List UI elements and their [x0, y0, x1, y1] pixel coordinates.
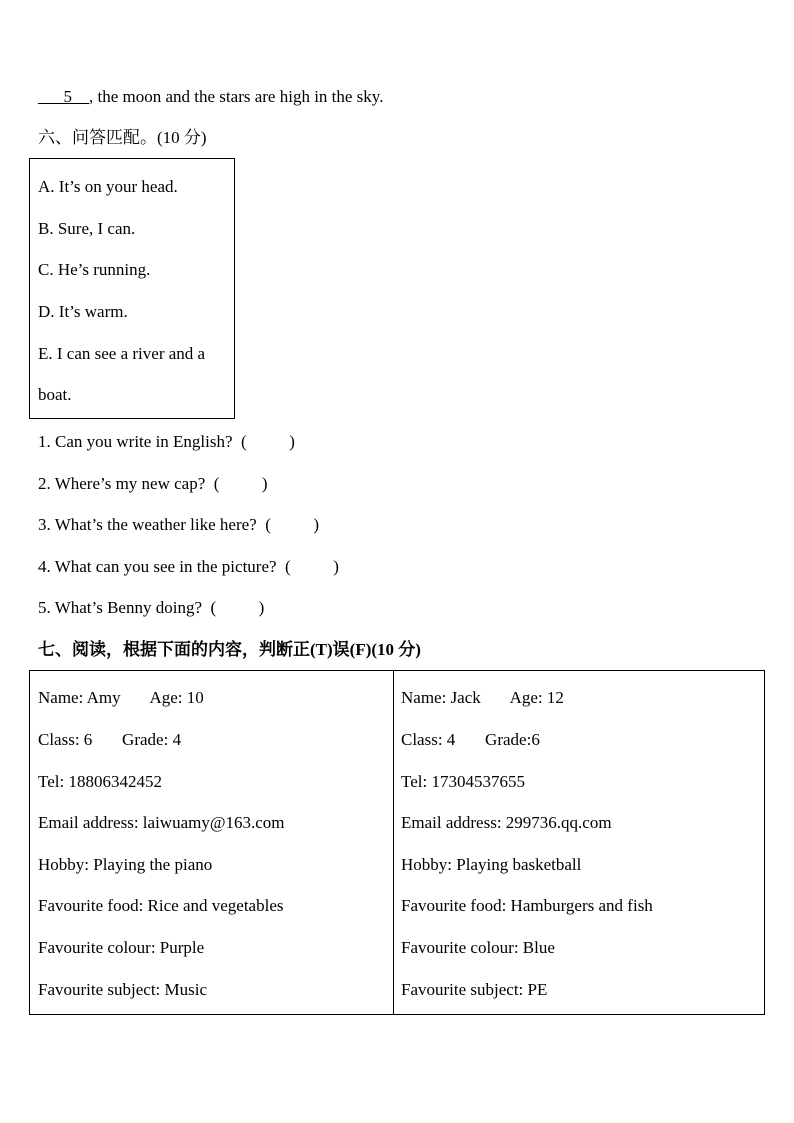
jack-name-age: Name: Jack Age: 12: [401, 688, 564, 707]
option-c: C. He’s running.: [38, 260, 151, 279]
profile-table: [29, 670, 765, 1015]
amy-tel: Tel: 18806342452: [38, 772, 162, 791]
answer-options-box: [29, 158, 235, 419]
amy-name-age: Name: Amy Age: 10: [38, 688, 204, 707]
jack-email: Email address: 299736.qq.com: [401, 813, 612, 832]
blank-suffix: __: [72, 87, 89, 106]
question-4: 4. What can you see in the picture? ( ): [38, 557, 339, 576]
option-b: B. Sure, I can.: [38, 219, 136, 238]
blank-prefix: ___: [38, 87, 64, 106]
amy-class-grade: Class: 6 Grade: 4: [38, 730, 182, 749]
option-d: D. It’s warm.: [38, 302, 128, 321]
fill-blank-sentence: [38, 87, 383, 107]
section6-title: 六、问答匹配。(10 分): [38, 128, 207, 147]
question-3: 3. What’s the weather like here? ( ): [38, 515, 320, 534]
amy-food: Favourite food: Rice and vegetables: [38, 896, 284, 915]
section7-title: 七、阅读，根据下面的内容，判断正(T)误(F)(10 分): [38, 640, 421, 659]
amy-subject: Favourite subject: Music: [38, 980, 208, 999]
table-divider: [393, 671, 394, 1014]
option-e-continued: boat.: [38, 385, 72, 404]
jack-tel: Tel: 17304537655: [401, 772, 525, 791]
jack-food: Favourite food: Hamburgers and fish: [401, 896, 653, 915]
jack-colour: Favourite colour: Blue: [401, 938, 555, 957]
question-5: 5. What’s Benny doing? ( ): [38, 598, 265, 617]
amy-email: Email address: laiwuamy@163.com: [38, 813, 285, 832]
jack-class-grade: Class: 4 Grade:6: [401, 730, 540, 749]
amy-colour: Favourite colour: Purple: [38, 938, 205, 957]
sentence-text: , the moon and the stars are high in the sky.: [89, 87, 384, 106]
jack-subject: Favourite subject: PE: [401, 980, 548, 999]
option-a: A. It’s on your head.: [38, 177, 178, 196]
blank-number: 5: [63, 87, 72, 106]
jack-hobby: Hobby: Playing basketball: [401, 855, 582, 874]
question-1: 1. Can you write in English? ( ): [38, 432, 295, 451]
question-2: 2. Where’s my new cap? ( ): [38, 474, 268, 493]
option-e: E. I can see a river and a: [38, 344, 206, 363]
amy-hobby: Hobby: Playing the piano: [38, 855, 213, 874]
